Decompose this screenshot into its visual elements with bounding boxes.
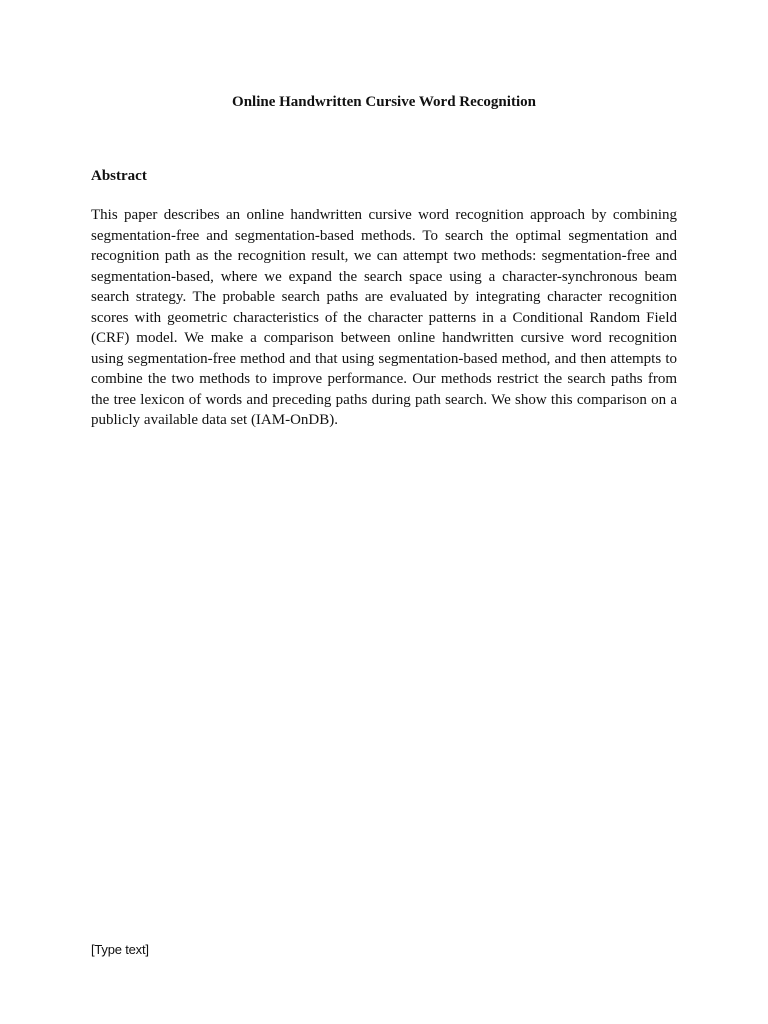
abstract-heading: Abstract bbox=[91, 168, 147, 184]
abstract-body: This paper describes an online handwritten cursive word recognition approach by combining segmentation-free and segmentation-based methods. To search the optimal segmentation and recognition path as the recognition result, we can attempt two methods: segmentation-free and segmentation-based, where we expand the search space using a character-synchronous beam search strategy. The probable search paths are evaluated by integrating character recognition scores with geometric characteristics of the character patterns in a Conditional Random Field (CRF) model. We make a comparison between online handwritten cursive word recognition using segmentation-free method and that using segmentation-based method, and then attempts to combine the two methods to improve performance. Our methods restrict the search paths from the tree lexicon of words and preceding paths during path search. We show this comparison on a publicly available data set (IAM-OnDB). bbox=[91, 207, 677, 428]
paper-title: Online Handwritten Cursive Word Recognition bbox=[232, 94, 536, 110]
footer-placeholder[interactable]: [Type text] bbox=[91, 942, 149, 957]
